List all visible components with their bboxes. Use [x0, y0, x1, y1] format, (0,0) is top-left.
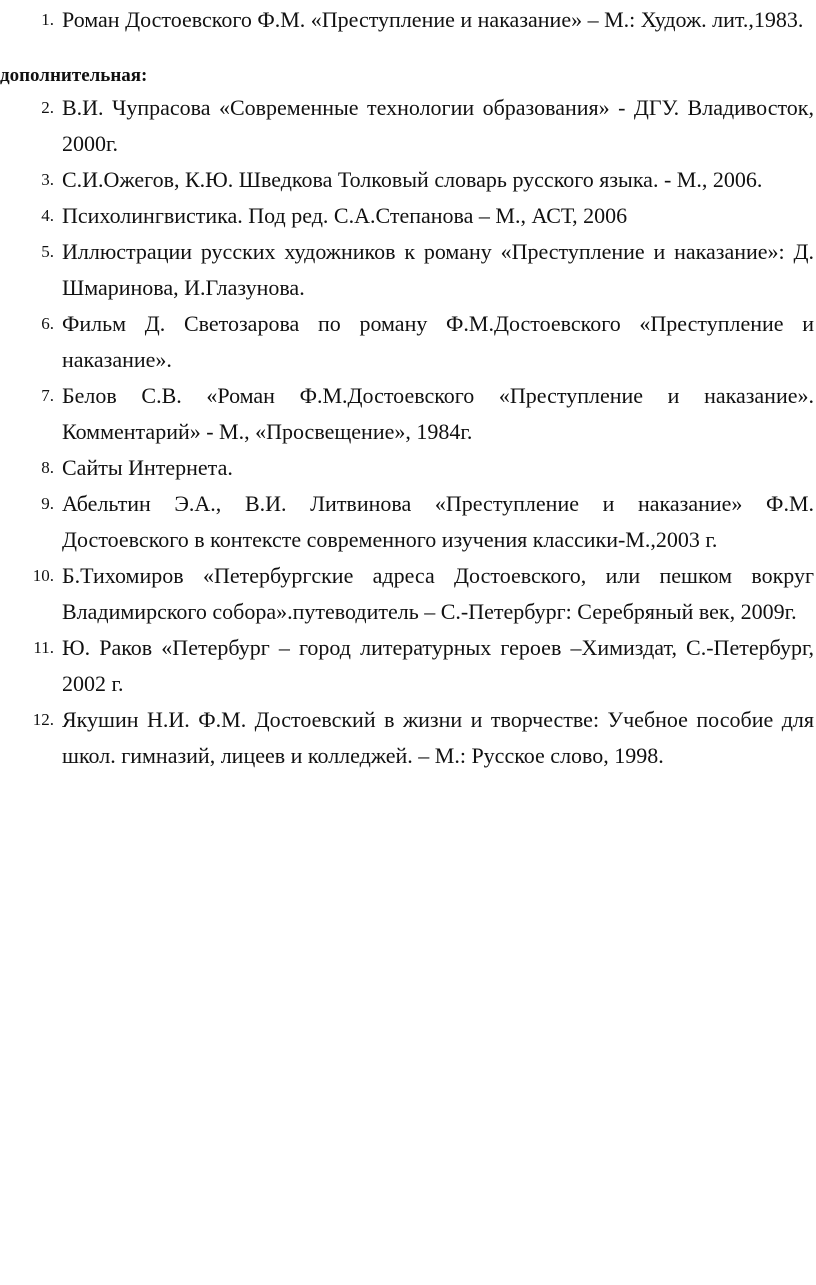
item-text: Белов С.В. «Роман Ф.М.Достоевского «Преступление и наказание». Комментарий» - М., «Просвещение», 1984г. — [62, 383, 814, 444]
item-number: 9. — [41, 494, 54, 513]
list-item — [0, 630, 816, 702]
item-text: С.И.Ожегов, К.Ю. Шведкова Толковый словарь русского языка. - М., 2006. — [62, 167, 763, 192]
item-number: 8. — [41, 458, 54, 477]
item-text: Ю. Раков «Петербург – город литературных героев –Химиздат, С.-Петербург, 2002 г. — [62, 635, 814, 696]
item-text: Якушин Н.И. Ф.М. Достоевский в жизни и творчестве: Учебное пособие для школ. гимназий, лицеев и колледжей. – М.: Русское слово, 1998. — [62, 707, 814, 768]
item-number: 7. — [41, 386, 54, 405]
list-item — [0, 162, 816, 198]
list-item — [0, 2, 816, 38]
additional-reference-list — [0, 90, 816, 774]
list-item — [0, 198, 816, 234]
item-text: Б.Тихомиров «Петербургские адреса Достоевского, или пешком вокруг Владимирского собора».путеводитель – С.-Петербург: Серебряный век, 2009г. — [62, 563, 814, 624]
item-text: В.И. Чупрасова «Современные технологии образования» - ДГУ. Владивосток, 2000г. — [62, 95, 814, 156]
list-item — [0, 234, 816, 306]
item-number: 5. — [41, 242, 54, 261]
list-item — [0, 306, 816, 378]
list-item — [0, 486, 816, 558]
item-number: 4. — [41, 206, 54, 225]
item-number: 10. — [32, 566, 54, 585]
list-item — [0, 702, 816, 774]
main-reference-list — [0, 2, 816, 38]
item-number: 12. — [32, 710, 54, 729]
list-item — [0, 378, 816, 450]
item-text: Сайты Интернета. — [62, 455, 233, 480]
item-text: Роман Достоевского Ф.М. «Преступление и наказание» – М.: Худож. лит.,1983. — [62, 7, 804, 32]
item-text: Иллюстрации русских художников к роману «Преступление и наказание»: Д. Шмаринова, И.Глазунова. — [62, 239, 814, 300]
item-number: 2. — [41, 98, 54, 117]
list-item — [0, 558, 816, 630]
item-number: 1. — [41, 10, 54, 29]
item-text: Фильм Д. Светозарова по роману Ф.М.Достоевского «Преступление и наказание». — [62, 311, 814, 372]
list-item — [0, 90, 816, 162]
item-number: 3. — [41, 170, 54, 189]
item-number: 11. — [33, 638, 54, 657]
item-number: 6. — [41, 314, 54, 333]
list-item — [0, 450, 816, 486]
item-text: Психолингвистика. Под ред. С.А.Степанова – М., АСТ, 2006 — [62, 203, 628, 228]
item-text: Абельтин Э.А., В.И. Литвинова «Преступление и наказание» Ф.М. Достоевского в контексте современного изучения классики-М.,2003 г. — [62, 491, 814, 552]
section-heading: дополнительная: — [0, 65, 148, 86]
